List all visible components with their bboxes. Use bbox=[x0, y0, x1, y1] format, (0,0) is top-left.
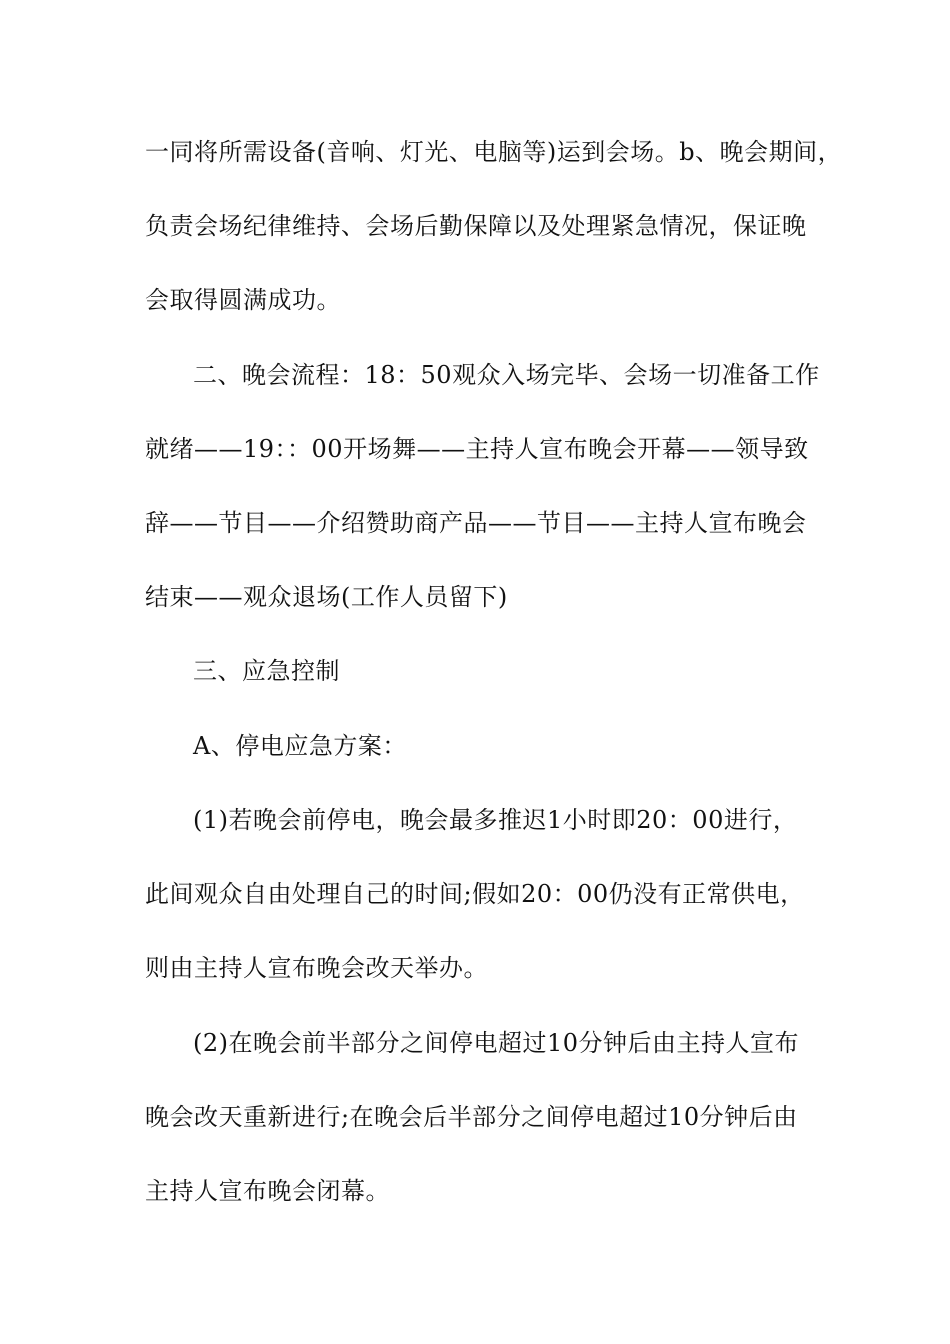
text-line: 主持人宣布晚会闭幕。 bbox=[145, 1177, 390, 1205]
text-line: 会取得圆满成功。 bbox=[145, 286, 341, 314]
text-line: 辞——节目——介绍赞助商产品——节目——主持人宣布晚会 bbox=[145, 509, 807, 537]
text-line: 晚会改天重新进行;在晚会后半部分之间停电超过10分钟后由 bbox=[145, 1103, 798, 1131]
text-line: 一同将所需设备(音响、灯光、电脑等)运到会场。b、晚会期间， bbox=[145, 138, 843, 166]
section-heading-flow: 二、晚会流程：18：50观众入场完毕、会场一切准备工作 bbox=[193, 361, 820, 389]
text-line: (1)若晚会前停电，晚会最多推迟1小时即20：00进行， bbox=[193, 806, 798, 834]
text-line: 此间观众自由处理自己的时间;假如20：00仍没有正常供电， bbox=[145, 880, 805, 908]
text-line: 则由主持人宣布晚会改天举办。 bbox=[145, 954, 488, 982]
section-heading-emergency: 三、应急控制 bbox=[193, 657, 340, 685]
text-line: 负责会场纪律维持、会场后勤保障以及处理紧急情况，保证晚 bbox=[145, 212, 807, 240]
text-line: 结束——观众退场(工作人员留下) bbox=[145, 583, 508, 611]
text-line: (2)在晚会前半部分之间停电超过10分钟后由主持人宣布 bbox=[193, 1029, 800, 1057]
text-line: 就绪——19：：00开场舞——主持人宣布晚会开幕——领导致 bbox=[145, 435, 809, 463]
subsection-heading-power-outage: A、停电应急方案： bbox=[193, 732, 407, 760]
